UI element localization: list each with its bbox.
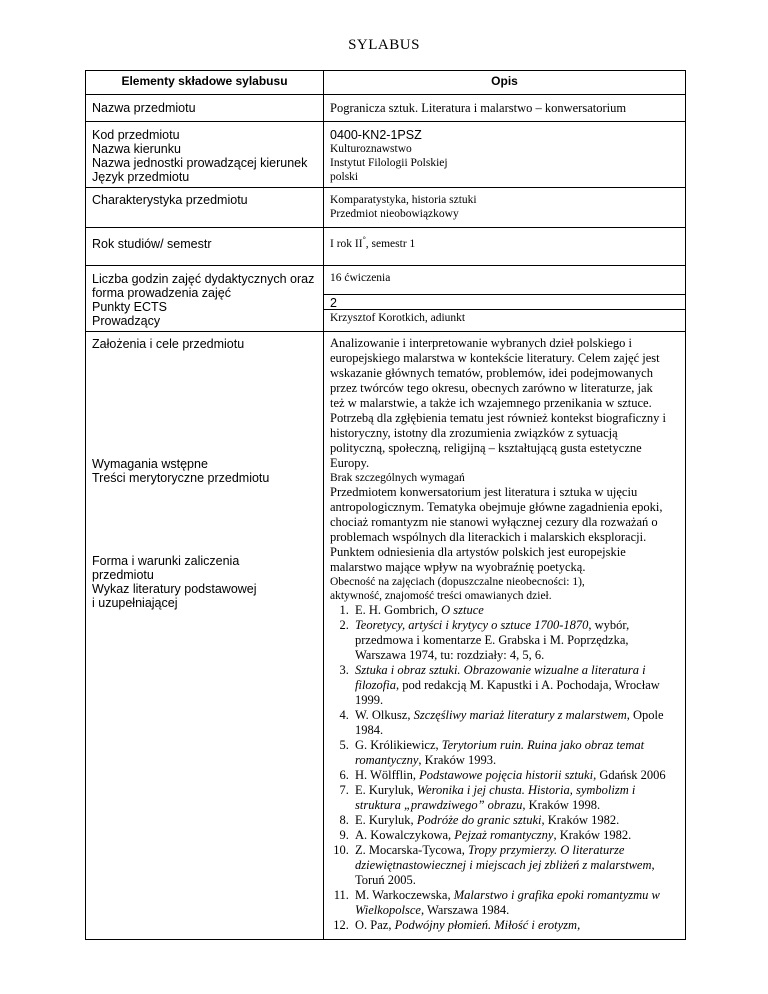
label-field-name: Nazwa kierunku: [92, 142, 181, 156]
literature-details: , Warszawa 1984.: [420, 903, 510, 917]
value-lecturer: Krzysztof Korotkich, adiunkt: [330, 312, 466, 324]
literature-author: A. Kowalczykowa,: [355, 828, 455, 842]
literature-title: Podstawowe pojęcia historii sztuki: [419, 768, 594, 782]
label-course-code: Kod przedmiotu: [92, 128, 180, 142]
value-goals-line: Europy.: [330, 456, 370, 470]
value-goals-line: Analizowanie i interpretowanie wybranych dzieł polskiego i: [330, 336, 632, 350]
literature-title: Terytorium ruin. Ruina jako obraz temat romantyczny: [355, 738, 645, 767]
table-header-row: [86, 71, 686, 95]
literature-title: Teoretycy, artyści i krytycy o sztuce 1700-1870: [355, 618, 589, 632]
literature-details: , Kraków 1998.: [522, 798, 601, 812]
value-content-line: chociaż romantyzm nie stanowi wyłącznej cezury dla rozważań o: [330, 515, 658, 529]
list-item: [352, 828, 679, 843]
list-item: [352, 663, 679, 708]
literature-details: , Opole 1984.: [355, 708, 664, 737]
row-characteristics: [86, 188, 686, 228]
value-unit-name: Instytut Filologii Polskiej: [330, 157, 448, 169]
value-field-name: Kulturoznawstwo: [330, 143, 412, 155]
header-elements: Elementy składowe sylabusu: [86, 71, 324, 95]
row-course-code-block: [86, 122, 686, 188]
label-assessment-2: przedmiotu: [92, 568, 154, 582]
value-year-semester: [324, 228, 686, 266]
labels-hours-block: [86, 266, 324, 332]
literature-author: Z. Mocarska-Tycowa,: [355, 843, 468, 857]
literature-details: , pod redakcją M. Kapustki i A. Pochodaja, Wrocław 1999.: [355, 678, 660, 707]
value-goals-line: Potrzebą dla zgłębienia tematu jest również kontekst biograficzny i: [330, 411, 666, 425]
value-content: [330, 485, 679, 575]
literature-title: Podróże do granic sztuki: [416, 813, 542, 827]
row-hours-block: [86, 266, 686, 332]
label-prerequisites: Wymagania wstępne: [92, 457, 208, 471]
list-item: [352, 603, 679, 618]
value-goals-line: też w malarstwie, a także ich wzajemnego przenikania w sztuce.: [330, 396, 652, 410]
header-description: Opis: [324, 71, 686, 95]
row-year-semester: [86, 228, 686, 266]
value-goals-line: wskazanie głównych tematów, problemów, idei podejmowanych: [330, 366, 653, 380]
value-year: I rok II: [330, 238, 363, 250]
value-year-sup: °: [362, 235, 366, 245]
value-course-code: 0400-KN2-1PSZ: [330, 128, 422, 142]
literature-author: O. Paz,: [355, 918, 395, 932]
literature-author: E. Kuryluk,: [355, 783, 417, 797]
list-item: [352, 843, 679, 888]
literature-details: , Kraków 1993.: [418, 753, 497, 767]
value-ects: 2: [324, 295, 685, 310]
label-ects: Punkty ECTS: [92, 300, 168, 314]
literature-title: Szczęśliwy mariaż literatury z malarstwem: [413, 708, 627, 722]
literature-details: , Gdańsk 2006: [593, 768, 666, 782]
value-goals-line: historyczny, istotny dla zrozumienia związków z sytuacją: [330, 426, 618, 440]
syllabus-table: [85, 70, 686, 940]
value-content-line: Przedmiotem konwersatorium jest literatura i sztuka w ujęciu: [330, 485, 638, 499]
list-item: [352, 618, 679, 663]
value-goals: [330, 336, 679, 471]
value-assessment: [330, 575, 679, 603]
values-course-code-block: [324, 122, 686, 188]
value-content-line: problemach wspólnych dla literackich i malarskich eksploracji.: [330, 530, 647, 544]
label-language: Język przedmiotu: [92, 170, 190, 184]
value-hours: 16 ćwiczenia: [324, 266, 685, 295]
value-goals-line: przez twórców tego okresu, obecnych zarówno w literaturze, jak: [330, 381, 653, 395]
label-lecturer: Prowadzący: [92, 314, 161, 328]
list-item: [352, 813, 679, 828]
literature-author: M. Warkoczewska,: [355, 888, 454, 902]
list-item: [352, 768, 679, 783]
value-goals-line: europejskiego malarstwa w kontekście literatury. Celem zajęć jest: [330, 351, 660, 365]
literature-author: E. Kuryluk,: [355, 813, 417, 827]
list-item: [352, 738, 679, 768]
label-year-semester: Rok studiów/ semestr: [86, 228, 324, 266]
labels-course-code-block: [86, 122, 324, 188]
label-literature-2: i uzupełniającej: [92, 596, 178, 610]
literature-author: W. Olkusz,: [355, 708, 414, 722]
value-goals-line: polityczną, społeczną, religijną – kształtującą gusta estetyczne: [330, 441, 642, 455]
value-language: polski: [330, 171, 359, 183]
value-course-name: Pogranicza sztuk. Literatura i malarstwo – konwersatorium: [324, 95, 686, 122]
list-item: [352, 708, 679, 738]
literature-title: O sztuce: [441, 603, 484, 617]
literature-title: Pejzaż romantyczny: [454, 828, 554, 842]
label-characteristics: Charakterystyka przedmiotu: [86, 188, 324, 228]
label-goals: Założenia i cele przedmiotu: [92, 337, 245, 351]
literature-title: Malarstwo i grafika epoki romantyzmu w Wielkopolsce: [355, 888, 660, 917]
value-assessment-line: Obecność na zajęciach (dopuszczalne nieobecności: 1),: [330, 576, 585, 588]
literature-details: , wybór, przedmowa i komentarze E. Grabska i M. Poprzędzka, Warszawa 1974, tu: rozdziały: 4, 5, 6.: [355, 618, 630, 662]
label-literature-1: Wykaz literatury podstawowej: [92, 582, 257, 596]
value-content-line: malarstwo mające wpływ na wyobraźnię poetycką.: [330, 560, 586, 574]
literature-title: Sztuka i obraz sztuki. Obrazowanie wizualne a literatura i filozofia: [355, 663, 646, 692]
literature-list: [330, 603, 679, 933]
value-content-line: antropologicznym. Tematyka obejmuje główne zagadnienia epoki,: [330, 500, 663, 514]
document-title: SYLABUS: [348, 37, 420, 53]
literature-details: , Toruń 2005.: [355, 858, 655, 887]
label-course-name: Nazwa przedmiotu: [86, 95, 324, 122]
value-semester: , semestr 1: [365, 238, 416, 250]
value-assessment-line: aktywność, znajomość treści omawianych dzieł.: [330, 590, 552, 602]
label-hours-1: Liczba godzin zajęć dydaktycznych oraz: [92, 272, 315, 286]
value-characteristics: [324, 188, 686, 228]
literature-details: , Kraków 1982.: [553, 828, 632, 842]
label-content: Treści merytoryczne przedmiotu: [92, 471, 270, 485]
value-characteristics-line-2: Przedmiot nieobowiązkowy: [330, 208, 459, 220]
labels-main-block: [86, 332, 324, 940]
row-main-block: [86, 332, 686, 940]
literature-author: H. Wölfflin,: [355, 768, 420, 782]
label-hours-2: forma prowadzenia zajęć: [92, 286, 231, 300]
literature-title: Tropy przymierzy. O literaturze dziewiętnastowiecznej i miejscach jej zbliżeń z malarstwem: [355, 843, 652, 872]
literature-title: Podwójny płomień. Miłość i erotyzm,: [394, 918, 581, 932]
list-item: [352, 783, 679, 813]
literature-author: G. Królikiewicz,: [355, 738, 442, 752]
label-assessment-1: Forma i warunki zaliczenia: [92, 554, 240, 568]
value-characteristics-line-1: Komparatystyka, historia sztuki: [330, 194, 477, 206]
literature-author: E. H. Gombrich,: [355, 603, 442, 617]
value-prerequisites: Brak szczególnych wymagań: [330, 472, 465, 484]
values-hours-block: [324, 266, 686, 332]
row-course-name: [86, 95, 686, 122]
value-content-line: Punktem odniesienia dla artystów polskich jest europejskie: [330, 545, 626, 559]
literature-details: , Kraków 1982.: [541, 813, 620, 827]
list-item: [352, 888, 679, 918]
values-main-block: [324, 332, 686, 940]
list-item: [352, 918, 679, 933]
literature-title: Weronika i jej chusta. Historia, symbolizm i struktura „prawdziwego” obrazu: [355, 783, 636, 812]
label-unit-name: Nazwa jednostki prowadzącej kierunek: [92, 156, 308, 170]
